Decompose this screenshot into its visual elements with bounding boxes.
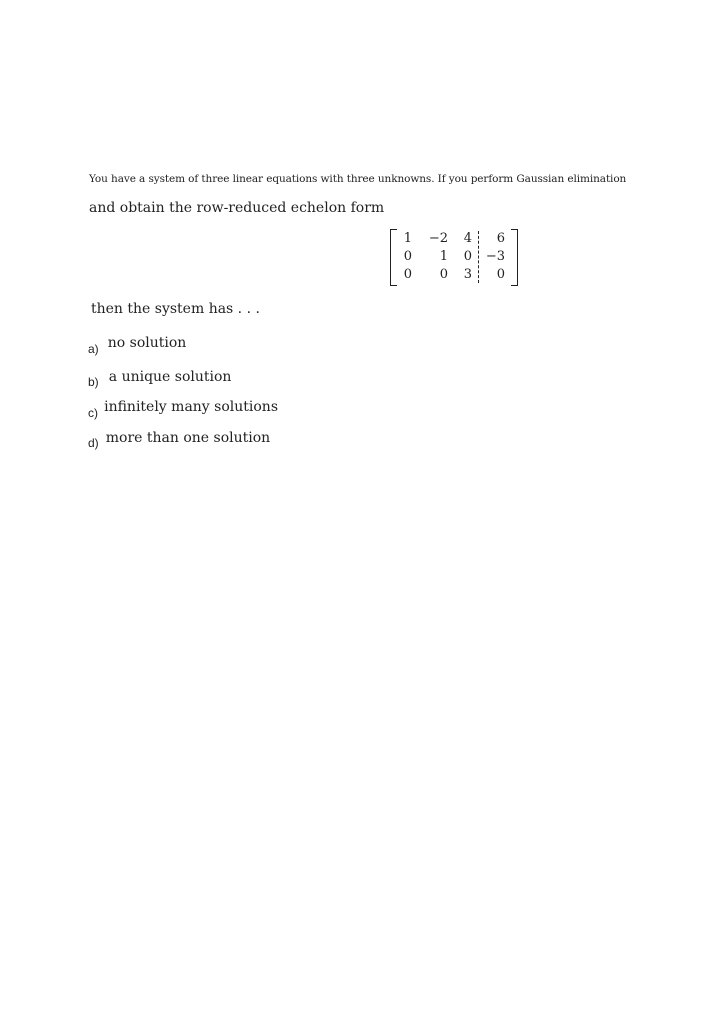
answer-option-b[interactable] bbox=[88, 366, 232, 389]
question-text: then the system has . . . bbox=[91, 301, 260, 317]
option-letter: a) bbox=[88, 342, 99, 356]
matrix-cell: −2 bbox=[428, 231, 448, 246]
augmented-matrix bbox=[388, 227, 520, 287]
option-text: a unique solution bbox=[108, 369, 232, 385]
matrix-cell: 0 bbox=[463, 249, 472, 264]
answer-option-a[interactable] bbox=[88, 332, 187, 356]
matrix-cell: 0 bbox=[403, 249, 412, 264]
matrix-cell: 6 bbox=[496, 231, 505, 246]
answer-option-d[interactable] bbox=[88, 427, 271, 450]
matrix-cell: −3 bbox=[485, 249, 505, 264]
answer-option-c[interactable] bbox=[88, 396, 279, 420]
option-text: no solution bbox=[107, 335, 187, 351]
option-letter: d) bbox=[88, 436, 99, 450]
option-text: more than one solution bbox=[105, 430, 271, 446]
option-letter: b) bbox=[88, 375, 99, 389]
matrix-cell: 0 bbox=[496, 267, 505, 282]
option-text: infinitely many solutions bbox=[104, 399, 279, 415]
matrix-cell: 4 bbox=[463, 231, 472, 246]
augmentation-divider bbox=[478, 231, 479, 283]
lead-text: and obtain the row-reduced echelon form bbox=[89, 200, 385, 216]
matrix-right-bracket bbox=[511, 229, 518, 286]
intro-text: You have a system of three linear equations with three unknowns. If you perform Gaussian elimination bbox=[89, 173, 627, 185]
matrix-cell: 3 bbox=[463, 267, 472, 282]
matrix-cell: 1 bbox=[403, 231, 412, 246]
option-letter: c) bbox=[88, 406, 98, 420]
matrix-cell: 0 bbox=[439, 267, 448, 282]
matrix-cell: 0 bbox=[403, 267, 412, 282]
matrix-cell: 1 bbox=[439, 249, 448, 264]
matrix-left-bracket bbox=[390, 229, 397, 286]
